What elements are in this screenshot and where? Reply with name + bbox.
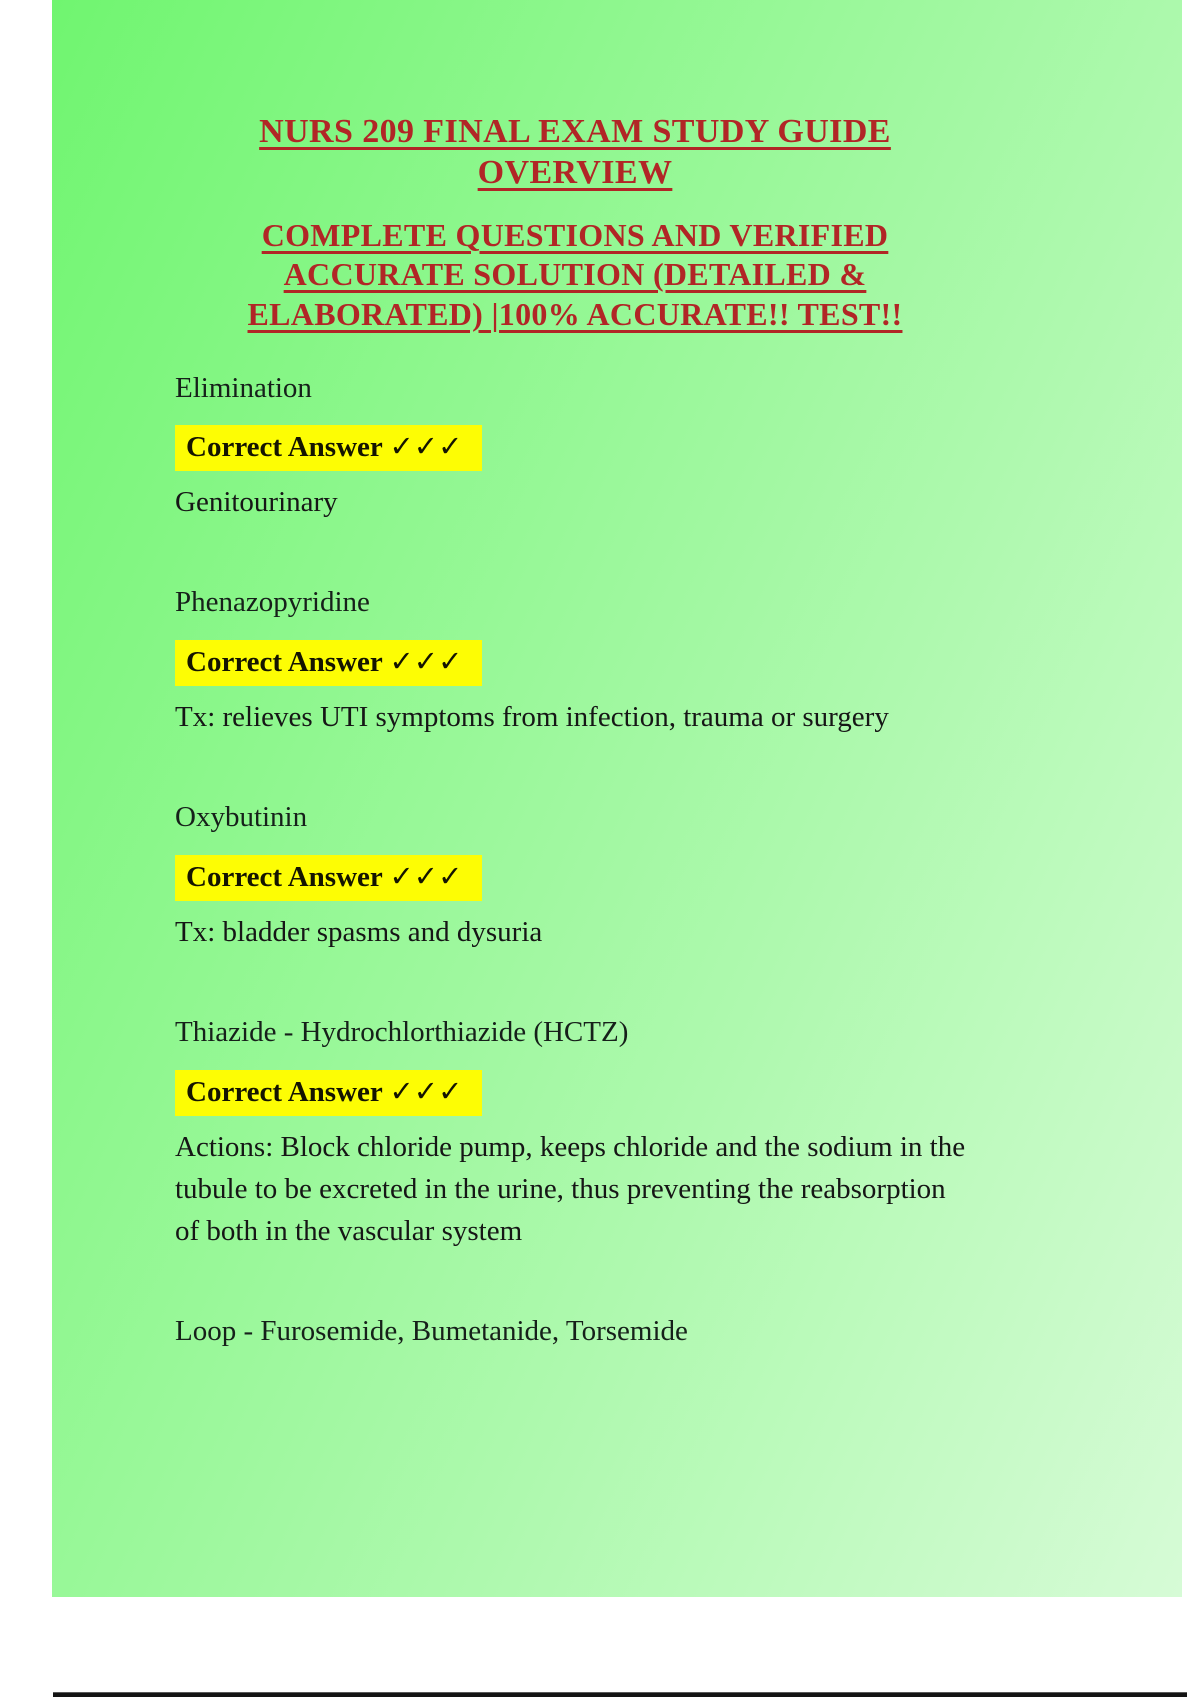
qa-section <box>175 1015 975 1252</box>
next-page-top-border <box>53 1692 1187 1697</box>
subtitle-line: ELABORATED) |100% ACCURATE!! TEST!! <box>247 295 903 332</box>
question-text: Elimination <box>175 371 312 404</box>
correct-answer-badge: Correct Answer ✓✓✓ <box>175 855 482 901</box>
page-title: NURS 209 FINAL EXAM STUDY GUIDE OVERVIEW <box>259 113 891 191</box>
qa-section <box>175 1314 975 1349</box>
question-text: Oxybutinin <box>175 801 308 834</box>
qa-section <box>175 371 975 524</box>
page-subtitle <box>175 216 975 335</box>
correct-answer-badge: Correct Answer ✓✓✓ <box>175 425 482 471</box>
document-body <box>175 112 975 1349</box>
correct-answer-badge: Correct Answer ✓✓✓ <box>175 1070 482 1116</box>
answer-text: Genitourinary <box>175 486 338 519</box>
question-text: Loop - Furosemide, Bumetanide, Torsemide <box>175 1315 688 1348</box>
question-text: Phenazopyridine <box>175 586 370 619</box>
answer-text: Tx: bladder spasms and dysuria <box>175 916 543 949</box>
study-guide-page <box>52 0 1182 1597</box>
qa-section <box>175 800 975 953</box>
correct-answer-badge: Correct Answer ✓✓✓ <box>175 640 482 686</box>
subtitle-line: COMPLETE QUESTIONS AND VERIFIED <box>261 216 889 253</box>
answer-text: Tx: relieves UTI symptoms from infection, trauma or surgery <box>175 701 889 734</box>
qa-section <box>175 585 975 738</box>
answer-text: Actions: Block chloride pump, keeps chloride and the sodium in the tubule to be excreted in the urine, thus preventing the reabsorption of both in the vascular system <box>175 1130 966 1248</box>
question-text: Thiazide - Hydrochlorthiazide (HCTZ) <box>175 1016 629 1049</box>
subtitle-line: ACCURATE SOLUTION (DETAILED & <box>283 256 867 293</box>
